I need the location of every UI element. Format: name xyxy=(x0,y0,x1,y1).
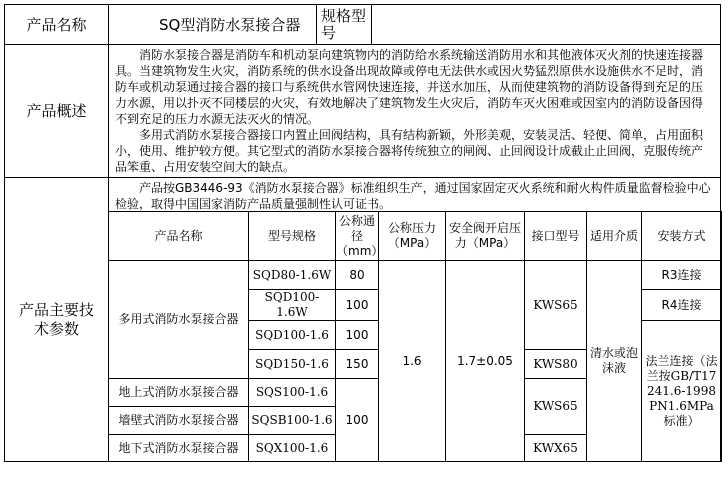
model-cell: SQX100-1.6 xyxy=(249,435,336,462)
col-install-method: 安装方式 xyxy=(642,212,722,261)
params-intro xyxy=(109,178,720,212)
params-intro-text: 产品按GB3446-93《消防水泵接合器》标准组织生产，通过国家固定灭火系统和耐火构件质量监督检验中心检验，取得中国国家消防产品质量强制性认可证书。 xyxy=(115,181,711,211)
col-safety-valve-pressure: 安全阀开启压力（MPa） xyxy=(446,212,525,261)
col-product-name: 产品名称 xyxy=(109,212,249,261)
model-cell: SQD100-1.6 xyxy=(249,321,336,350)
install-cell: R4连接 xyxy=(642,290,722,321)
nominal-pressure-cell: 1.6 xyxy=(379,261,446,462)
outer-table xyxy=(4,4,721,462)
model-cell: SQSB100-1.6 xyxy=(249,407,336,435)
group-multi-purpose: 多用式消防水泵接合器 xyxy=(109,261,249,379)
spec-model-value xyxy=(372,5,721,45)
group-wall: 墙壁式消防水泵接合器 xyxy=(109,407,249,435)
port-cell: KWS80 xyxy=(525,350,587,379)
port-cell: KWX65 xyxy=(525,435,587,462)
model-cell: SQD100-1.6W xyxy=(249,290,336,321)
model-cell: SQD150-1.6 xyxy=(249,350,336,379)
col-medium: 适用介质 xyxy=(587,212,642,261)
col-nominal-diameter: 公称通径（mm） xyxy=(336,212,379,261)
diameter-cell: 100 xyxy=(336,321,379,350)
params-table xyxy=(108,211,722,462)
spec-model-label: 规格型号 xyxy=(317,5,372,45)
params-row xyxy=(5,178,721,462)
product-spec-sheet xyxy=(4,4,720,462)
params-cell xyxy=(109,178,721,462)
install-cell-flange: 法兰连接（法兰按GB/T17241.6-1998PN1.6MPa标准） xyxy=(642,321,722,462)
diameter-cell: 100 xyxy=(336,379,379,462)
overview-row xyxy=(5,45,721,178)
port-cell: KWS65 xyxy=(525,261,587,350)
overview-paragraph-2: 多用式消防水泵接合器接口内置止回阀结构，具有结构新颖，外形美观，安装灵活、轻便、简单，占用面积小，使用、维护较方便。其它型式的消防水泵接合器将传统独立的闸阀、止回阀设计成截止止回阀，克服传统产品笨重、占用安装空间大的缺点。 xyxy=(115,128,704,174)
overview-label: 产品概述 xyxy=(5,45,109,178)
port-cell: KWS65 xyxy=(525,379,587,435)
model-cell: SQD80-1.6W xyxy=(249,261,336,290)
medium-cell: 清水或泡沫液 xyxy=(587,261,642,462)
group-underground: 地下式消防水泵接合器 xyxy=(109,435,249,462)
col-port-model: 接口型号 xyxy=(525,212,587,261)
install-cell: R3连接 xyxy=(642,261,722,290)
diameter-cell: 80 xyxy=(336,261,379,290)
diameter-cell: 100 xyxy=(336,290,379,321)
model-cell: SQS100-1.6 xyxy=(249,379,336,407)
header-row xyxy=(5,5,721,45)
params-header-row xyxy=(109,212,722,261)
safety-pressure-cell: 1.7±0.05 xyxy=(446,261,525,462)
table-row xyxy=(109,261,722,290)
diameter-cell: 150 xyxy=(336,350,379,379)
overview-text xyxy=(109,45,721,178)
overview-paragraph-1: 消防水泵接合器是消防车和机动泵向建筑物内的消防给水系统输送消防用水和其他液体灭火剂的快速连接器具。当建筑物发生火灾，消防系统的供水设备出现故障或停电无法供水或因火势猛烈原供水设施供水不足时，消防车或机动泵通过接合器的接口与系统供水管网快速连接，并送水加压，从而使建筑物的消防设备得到充足的压力水源，用以扑灭不同楼层的火灾，有效地解决了建筑物发生火灾后，消防车灭火困难或因室内的消防设备因得不到充足的压力水源无法灭火的情况。 xyxy=(115,48,704,126)
params-label-text: 产品主要技术参数 xyxy=(18,300,94,338)
col-model: 型号规格 xyxy=(249,212,336,261)
params-label xyxy=(5,178,109,462)
product-name-label: 产品名称 xyxy=(5,5,109,45)
col-nominal-pressure: 公称压力（MPa） xyxy=(379,212,446,261)
product-model-title: SQ型消防水泵接合器 xyxy=(109,5,317,45)
group-ground: 地上式消防水泵接合器 xyxy=(109,379,249,407)
